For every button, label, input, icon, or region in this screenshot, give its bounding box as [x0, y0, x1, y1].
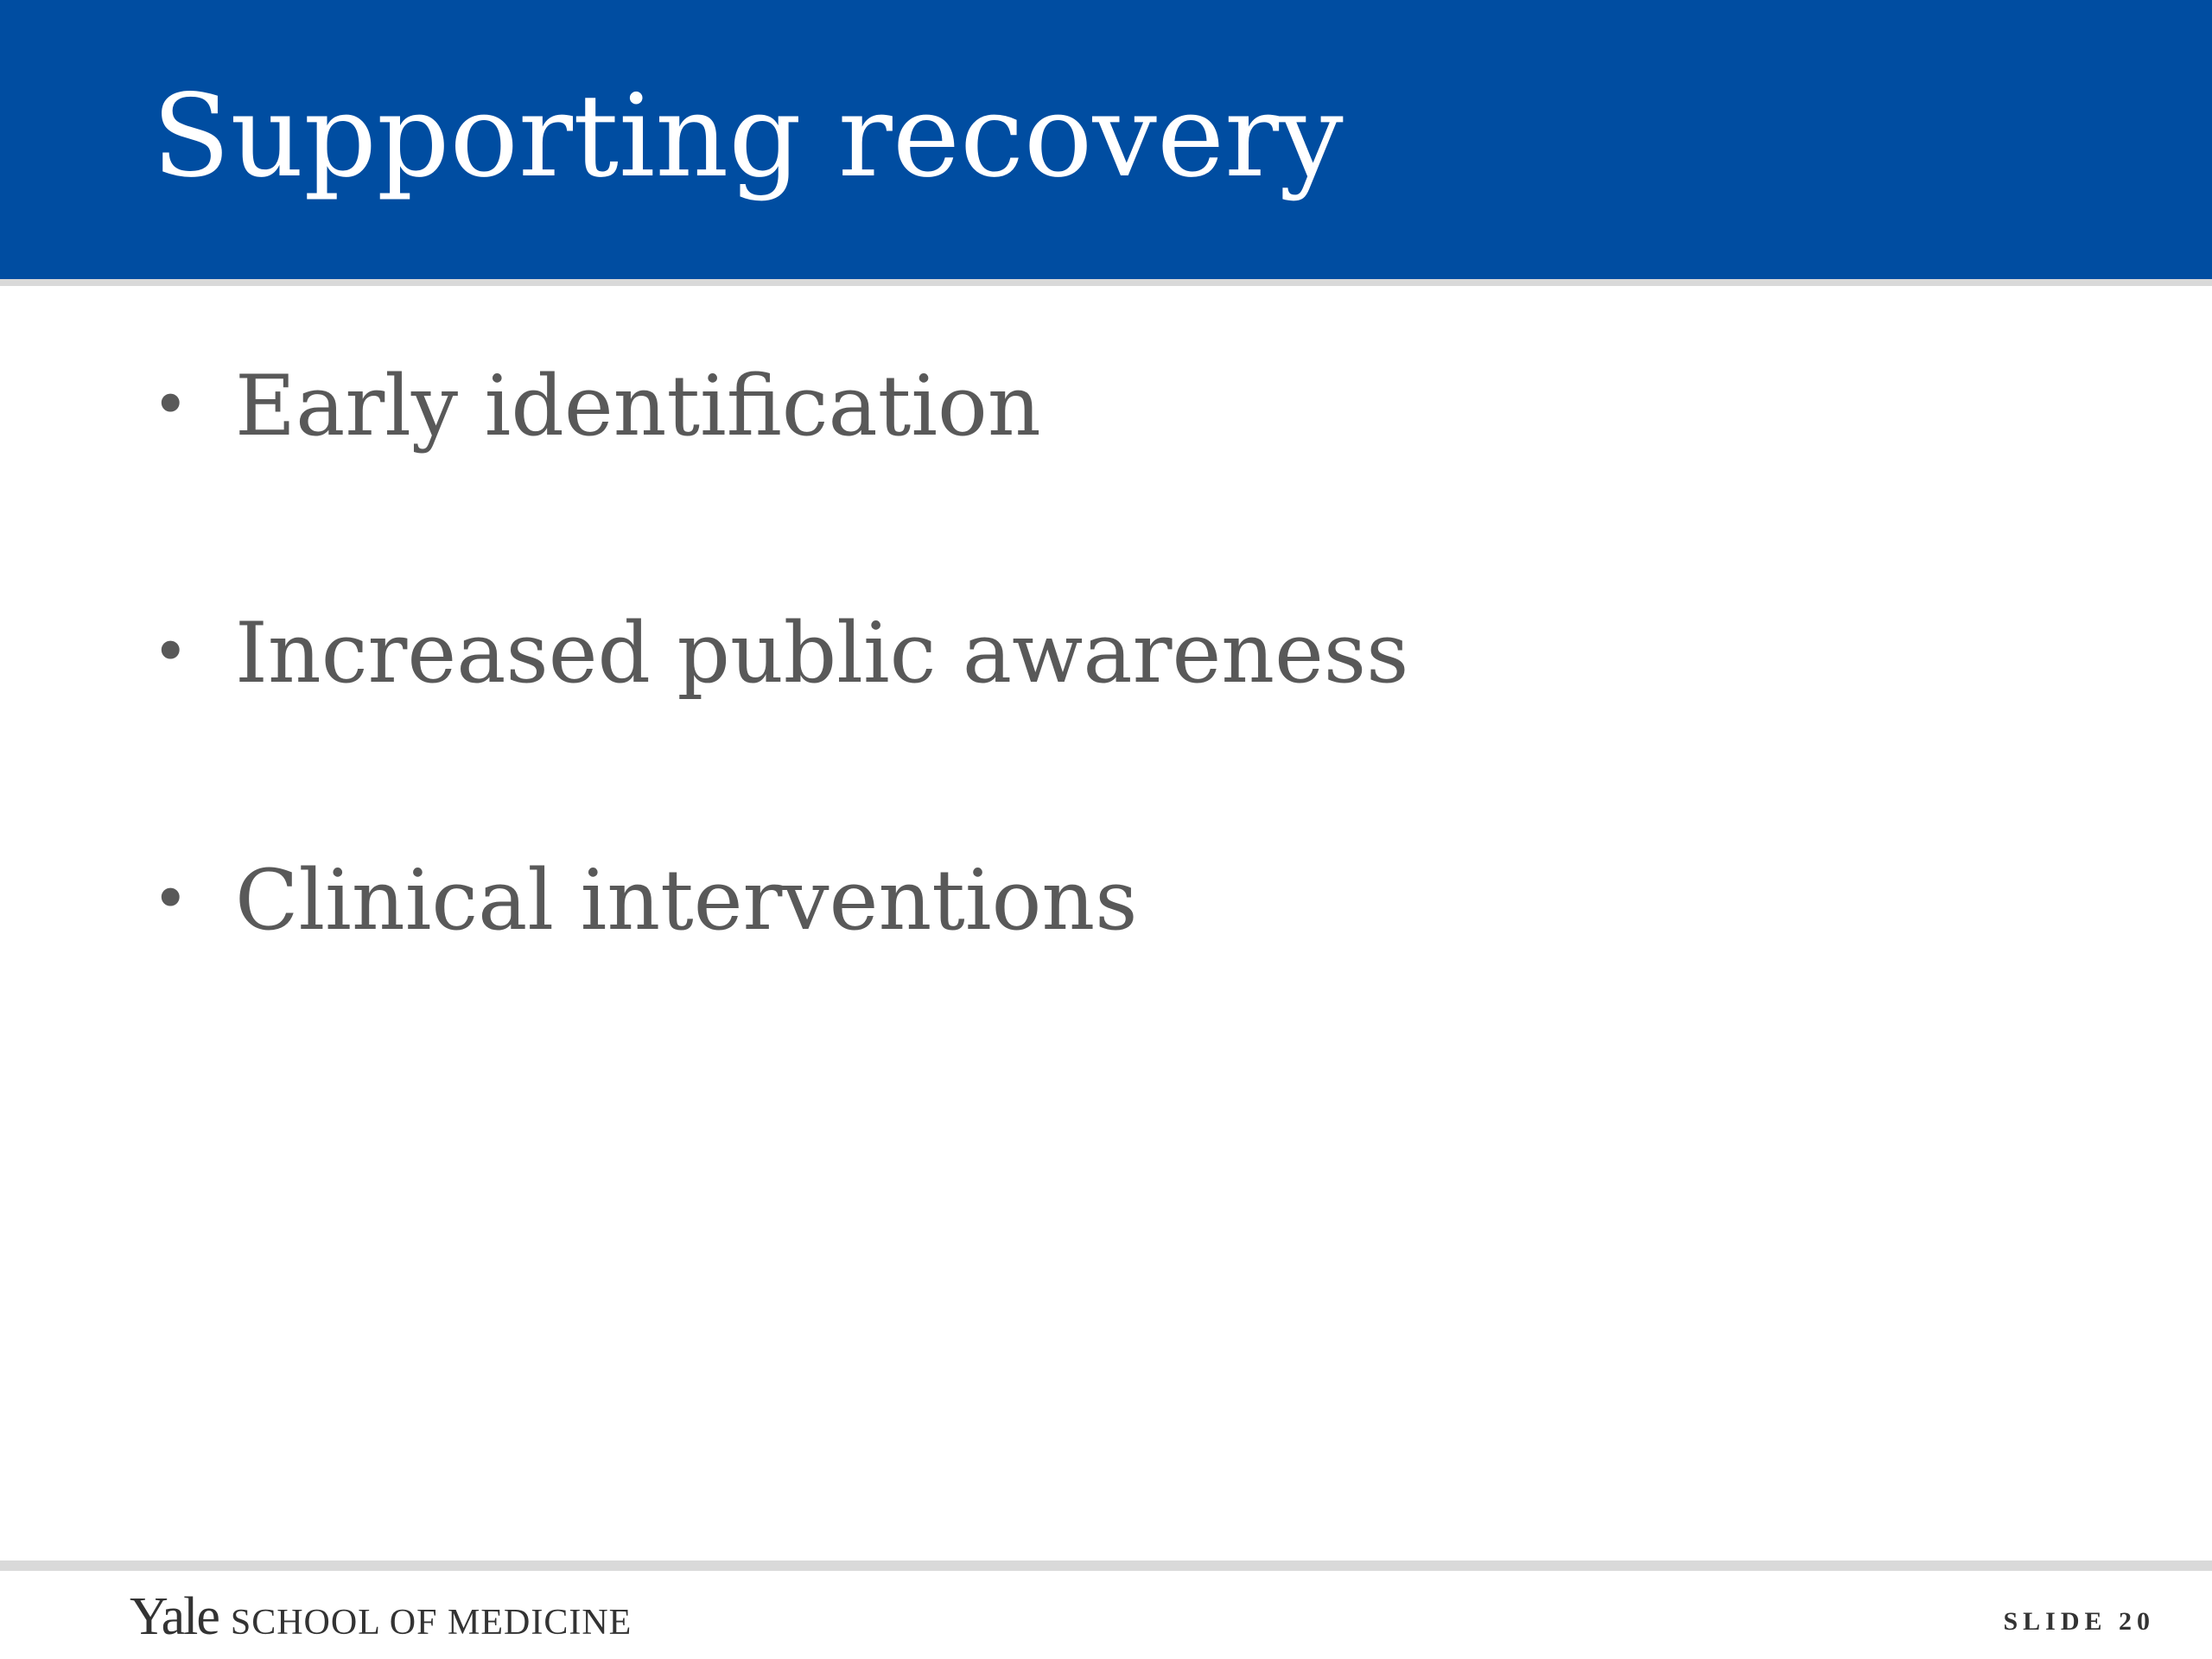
bullet-item: [152, 852, 1138, 949]
title-banner: [0, 0, 2212, 279]
bullet-text: Increased public awareness: [235, 605, 1409, 702]
bullet-icon: •: [152, 615, 189, 688]
bullet-icon: •: [152, 368, 189, 441]
slide-title: Supporting recovery: [152, 70, 1344, 203]
brand-name: Yale: [130, 1587, 219, 1646]
bullet-icon: •: [152, 862, 189, 935]
bullet-text: Clinical interventions: [235, 852, 1138, 949]
bullet-item: [152, 358, 1041, 454]
brand-unit: SCHOOL OF MEDICINE: [230, 1603, 632, 1643]
header-divider: [0, 279, 2212, 286]
footer-divider: [0, 1560, 2212, 1571]
footer-logo: [130, 1587, 632, 1646]
bullet-text: Early identification: [235, 358, 1041, 454]
slide-number: SLIDE 20: [2003, 1607, 2155, 1636]
bullet-item: [152, 605, 1409, 702]
